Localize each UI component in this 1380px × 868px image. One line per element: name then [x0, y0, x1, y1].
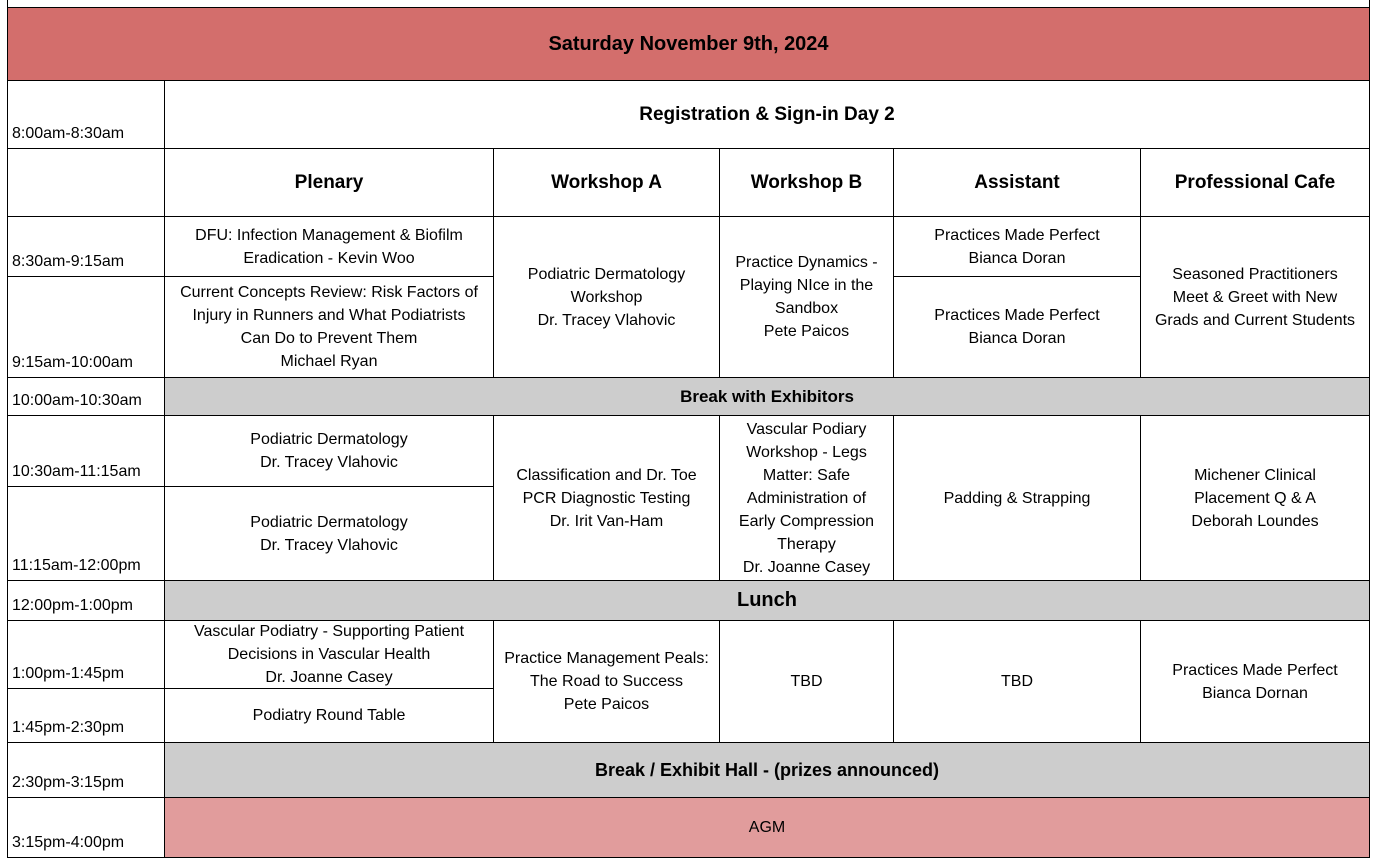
column-header-professional-cafe: Professional Cafe — [1140, 148, 1370, 217]
session-plenary-6: Podiatry Round Table — [164, 688, 494, 743]
session-assistant-4: TBD — [893, 620, 1141, 743]
lunch-break: Lunch — [164, 580, 1370, 621]
agm-session: AGM — [164, 797, 1370, 858]
session-assistant-1: Practices Made Perfect Bianca Doran — [893, 216, 1141, 277]
time-0915: 9:15am-10:00am — [7, 276, 165, 378]
column-header-workshop-b: Workshop B — [719, 148, 894, 217]
column-header-assistant: Assistant — [893, 148, 1141, 217]
session-workshop-a-2: Classification and Dr. Toe PCR Diagnostic Testing Dr. Irit Van-Ham — [493, 415, 720, 581]
time-1030: 10:30am-11:15am — [7, 415, 165, 487]
time-0800: 8:00am-8:30am — [7, 80, 165, 149]
header-time-blank — [7, 148, 165, 217]
time-0830: 8:30am-9:15am — [7, 216, 165, 277]
break-with-exhibitors: Break with Exhibitors — [164, 377, 1370, 416]
session-cafe-2: Michener Clinical Placement Q & A Deborah Loundes — [1140, 415, 1370, 581]
time-1430: 2:30pm-3:15pm — [7, 742, 165, 798]
session-workshop-a-1: Podiatric Dermatology Workshop Dr. Tracey Vlahovic — [493, 216, 720, 378]
session-workshop-b-3: TBD — [719, 620, 894, 743]
time-1515: 3:15pm-4:00pm — [7, 797, 165, 858]
column-header-workshop-a: Workshop A — [493, 148, 720, 217]
session-plenary-3: Podiatric Dermatology Dr. Tracey Vlahovic — [164, 415, 494, 487]
session-workshop-a-3: Practice Management Peals: The Road to Success Pete Paicos — [493, 620, 720, 743]
session-plenary-2: Current Concepts Review: Risk Factors of Injury in Runners and What Podiatrists Can Do to Prevent Them Michael Ryan — [164, 276, 494, 378]
time-1345: 1:45pm-2:30pm — [7, 688, 165, 743]
session-plenary-1: DFU: Infection Management & Biofilm Eradication - Kevin Woo — [164, 216, 494, 277]
time-1000: 10:00am-10:30am — [7, 377, 165, 416]
date-header: Saturday November 9th, 2024 — [7, 7, 1370, 81]
session-cafe-1: Seasoned Practitioners Meet & Greet with New Grads and Current Students — [1140, 216, 1370, 378]
registration-session: Registration & Sign-in Day 2 — [164, 80, 1370, 149]
session-workshop-b-2: Vascular Podiary Workshop - Legs Matter: Safe Administration of Early Compression Therapy Dr. Joanne Casey — [719, 415, 894, 581]
session-plenary-5: Vascular Podiatry - Supporting Patient Decisions in Vascular Health Dr. Joanne Casey — [164, 620, 494, 689]
column-header-plenary: Plenary — [164, 148, 494, 217]
session-cafe-3: Practices Made Perfect Bianca Dornan — [1140, 620, 1370, 743]
session-assistant-2: Practices Made Perfect Bianca Doran — [893, 276, 1141, 378]
session-workshop-b-1: Practice Dynamics - Playing NIce in the Sandbox Pete Paicos — [719, 216, 894, 378]
time-1115: 11:15am-12:00pm — [7, 486, 165, 581]
time-1300: 1:00pm-1:45pm — [7, 620, 165, 689]
session-assistant-3: Padding & Strapping — [893, 415, 1141, 581]
session-plenary-4: Podiatric Dermatology Dr. Tracey Vlahovic — [164, 486, 494, 581]
break-exhibit-hall: Break / Exhibit Hall - (prizes announced) — [164, 742, 1370, 798]
time-1200: 12:00pm-1:00pm — [7, 580, 165, 621]
